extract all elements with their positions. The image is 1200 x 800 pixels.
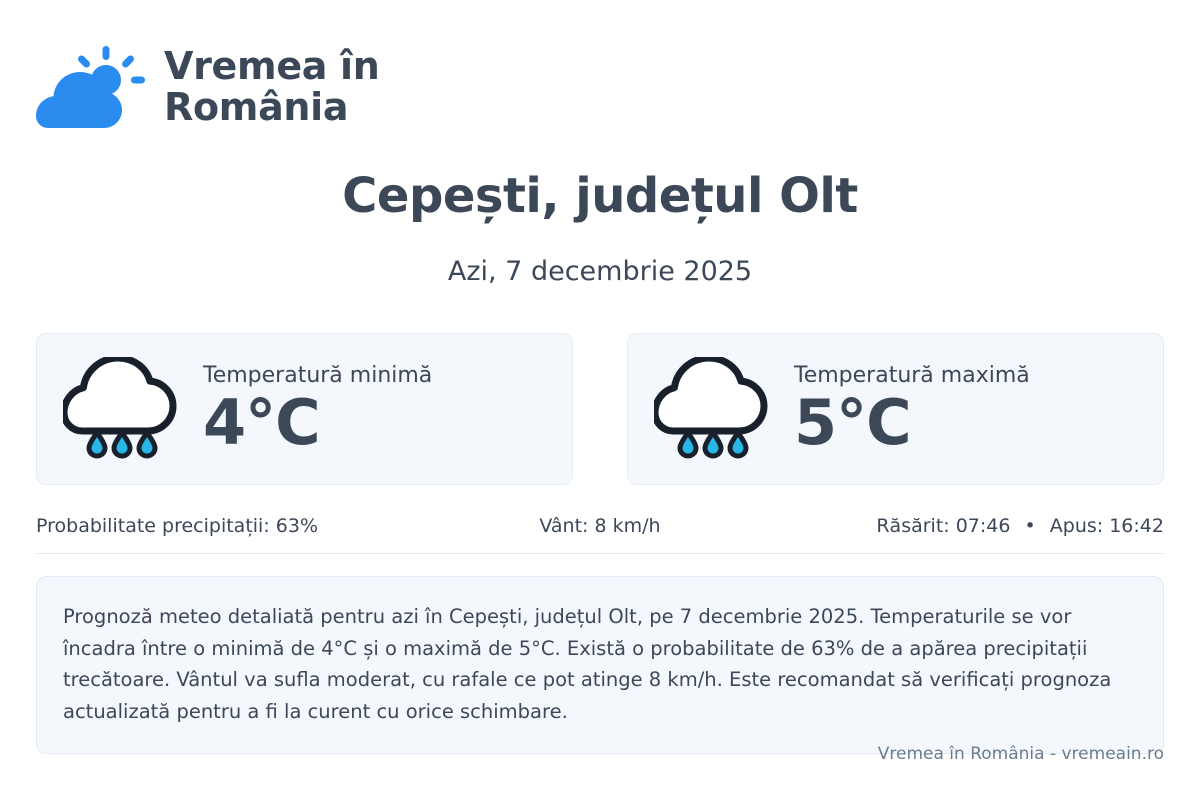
max-temperature-label: Temperatură maximă [794,363,1030,389]
temperature-cards [36,333,1164,485]
wind-speed: Vânt: 8 km/h [539,515,661,538]
forecast-description: Prognoză meteo detaliată pentru azi în Cepești, județul Olt, pe 7 decembrie 2025. Temperaturile se vor încadra între o minimă de 4°C și o maximă de 5°C. Există o probabilitate de 63% de a apărea precipitații trecătoare. Vântul va sufla moderat, cu rafale ce pot atinge 8 km/h. Este recomandat să verificați prognoza actualizată pentru a fi la curent cu orice schimbare. [36,576,1164,754]
sun-times [792,515,1164,537]
footer-credit: Vremea în România - vremeain.ro [877,744,1164,764]
page-title: Cepești, județul Olt [342,168,858,224]
site-brand [36,0,1164,130]
sunrise-time: Răsărit: 07:46 [876,515,1011,538]
weather-meta-strip [36,515,1164,554]
brand-title: Vremea în România [164,43,380,129]
sun-times-separator: • [1024,515,1036,538]
page-date: Azi, 7 decembrie 2025 [447,256,753,288]
sunset-time: Apus: 16:42 [1049,515,1164,538]
min-temperature-label: Temperatură minimă [203,363,433,389]
cloud-with-rain-icon [654,357,772,461]
max-temperature-value: 5°C [794,386,911,460]
sun-behind-cloud-icon [36,44,146,130]
min-temperature-card [36,333,573,485]
min-temperature-value: 4°C [203,386,320,460]
precipitation-probability: Probabilitate precipitații: 63% [36,515,318,538]
max-temperature-card [627,333,1164,485]
cloud-with-rain-icon [63,357,181,461]
